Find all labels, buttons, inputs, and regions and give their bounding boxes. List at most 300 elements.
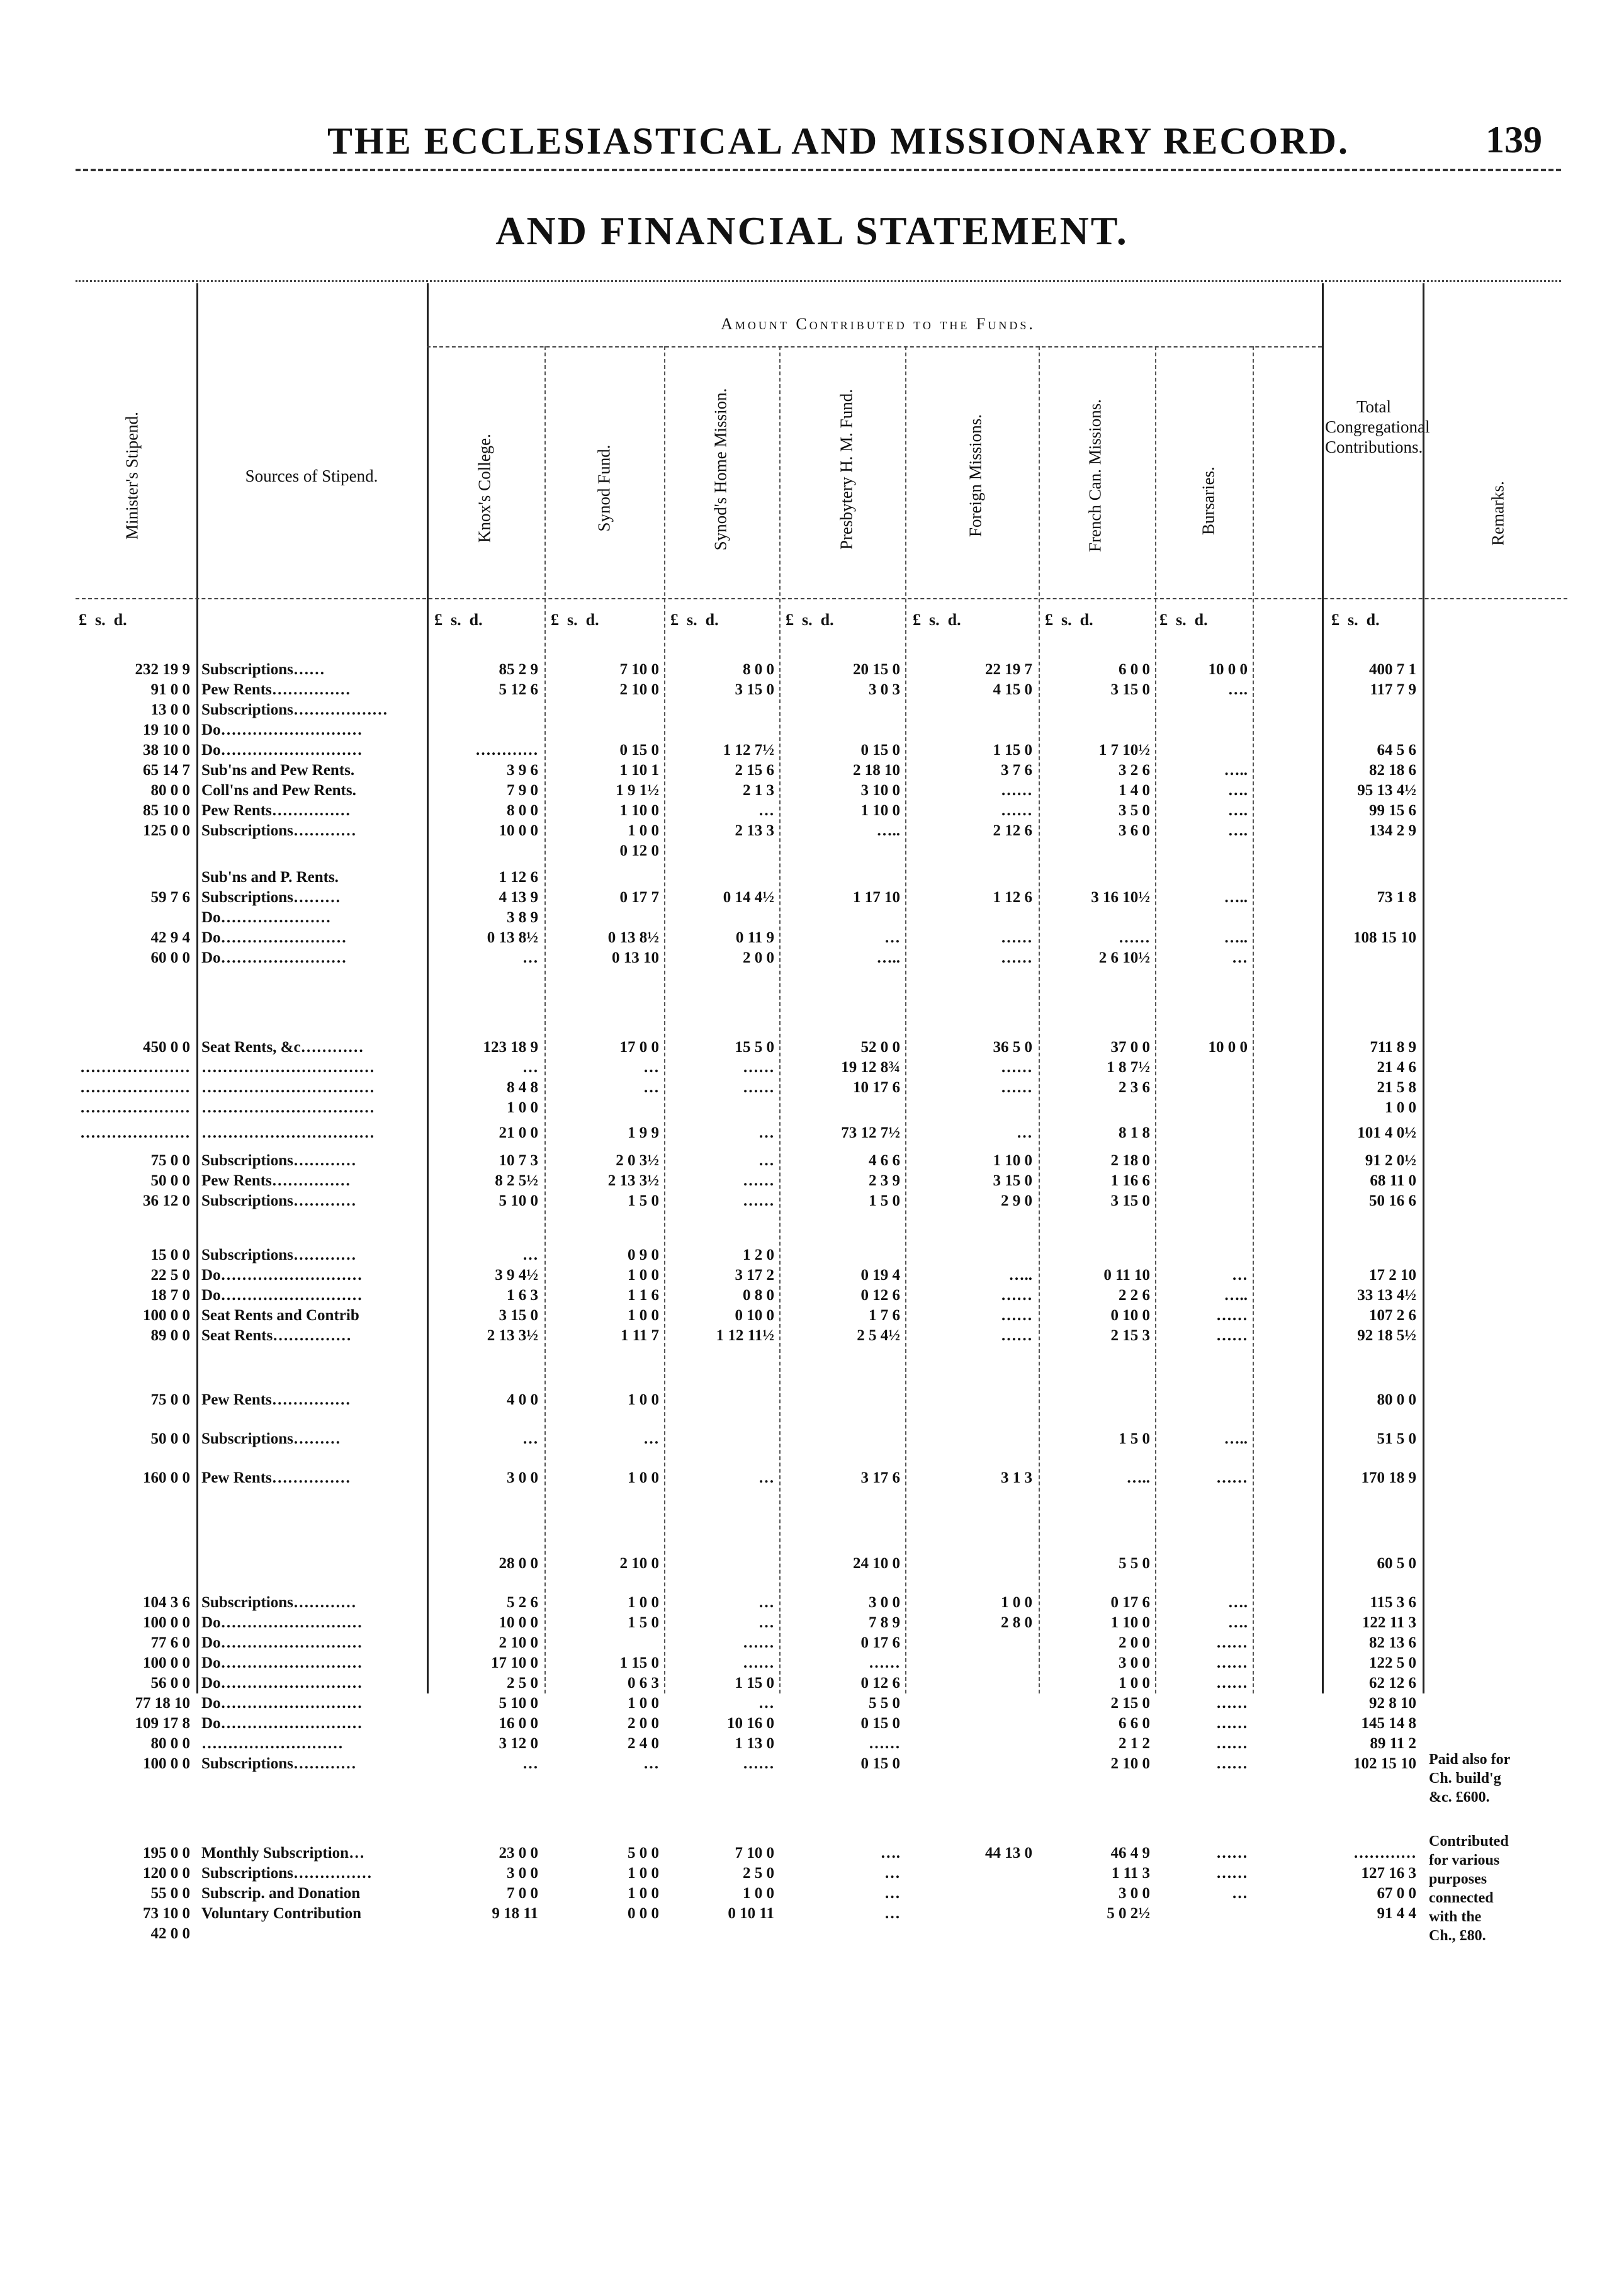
cell-src: Voluntary Contribution	[201, 1905, 361, 1922]
table-row	[76, 1675, 1567, 1693]
cell-for: ……	[1001, 1307, 1032, 1324]
cell-syn: 2 0 3½	[616, 1152, 659, 1169]
cell-fr: 2 2 6	[1119, 1287, 1150, 1304]
cell-fr: 1 8 7½	[1107, 1059, 1150, 1076]
cell-tot: 17 2 10	[1369, 1267, 1416, 1284]
cell-home: 3 17 2	[735, 1267, 774, 1284]
cell-stip: 19 10 0	[143, 721, 190, 738]
cell-stip: 232 19 9	[135, 661, 190, 678]
cell-bur: ……	[1216, 1735, 1248, 1752]
cell-pres: 1 10 0	[860, 802, 900, 819]
cell-pres: 4 6 6	[869, 1152, 900, 1169]
cell-knox: 10 0 0	[499, 822, 538, 839]
cell-syn: 1 0 0	[628, 1865, 659, 1882]
cell-for: 36 5 0	[993, 1039, 1032, 1056]
cell-pres: 3 0 3	[869, 681, 900, 698]
cell-src: Pew Rents……………	[201, 681, 351, 698]
cell-fr: 0 11 10	[1103, 1267, 1150, 1284]
cell-tot: 21 5 8	[1377, 1079, 1416, 1096]
running-title: THE ECCLESIASTICAL AND MISSIONARY RECORD.	[327, 120, 1350, 162]
table-row	[76, 1124, 1567, 1143]
cell-for: …	[1017, 1124, 1032, 1141]
cell-bur: ……	[1216, 1695, 1248, 1712]
cell-syn: 0 9 0	[628, 1246, 659, 1263]
cell-tot: 91 2 0½	[1365, 1152, 1416, 1169]
cell-src: Do………………………	[201, 1675, 363, 1692]
cell-syn: 2 10 0	[619, 681, 659, 698]
cell-src: Sub'ns and Pew Rents.	[201, 762, 355, 779]
cell-tot: 73 1 8	[1377, 889, 1416, 906]
cell-tot: 145 14 8	[1361, 1715, 1416, 1732]
units-stipend: £ s. d.	[79, 611, 127, 629]
cell-pres: 0 17 6	[860, 1634, 900, 1651]
cell-src: Do………………………	[201, 721, 363, 738]
cell-src: Do……………………	[201, 929, 347, 946]
table-row	[76, 929, 1567, 948]
table-row	[76, 1469, 1567, 1488]
cell-bur: 10 0 0	[1208, 661, 1248, 678]
header-rule	[76, 169, 1561, 171]
cell-stip: 42 0 0	[150, 1925, 190, 1942]
cell-pres: 73 12 7½	[841, 1124, 900, 1141]
cell-stip: 195 0 0	[143, 1845, 190, 1862]
cell-tot: 122 5 0	[1369, 1654, 1416, 1671]
col-head-home-mission: Synod's Home Mission.	[711, 388, 730, 551]
cell-for: 4 15 0	[993, 681, 1032, 698]
cell-tot: 33 13 4½	[1357, 1287, 1416, 1304]
cell-pres: 10 17 6	[853, 1079, 900, 1096]
cell-fr: 8 1 8	[1119, 1124, 1150, 1141]
cell-pres: …	[884, 1905, 900, 1922]
cell-fr: 3 2 6	[1119, 762, 1150, 779]
cell-fr: 37 0 0	[1110, 1039, 1150, 1056]
cell-knox: 3 9 4½	[495, 1267, 538, 1284]
cell-fr: 6 0 0	[1119, 661, 1150, 678]
cell-src: Do………………………	[201, 1614, 363, 1631]
cell-stip: 22 5 0	[150, 1267, 190, 1284]
cell-stip: 160 0 0	[143, 1469, 190, 1486]
cell-stip: 75 0 0	[150, 1391, 190, 1408]
cell-pres: 0 12 6	[860, 1287, 900, 1304]
cell-knox: 21 0 0	[499, 1124, 538, 1141]
cell-knox: 5 2 6	[507, 1594, 538, 1611]
cell-tot: 50 16 6	[1369, 1192, 1416, 1209]
cell-knox: 3 15 0	[499, 1307, 538, 1324]
cell-knox: 10 0 0	[499, 1614, 538, 1631]
cell-pres: 1 7 6	[869, 1307, 900, 1324]
cell-pres: ……	[869, 1654, 900, 1671]
cell-home: …	[758, 1469, 774, 1486]
cell-stip: 85 10 0	[143, 802, 190, 819]
cell-home: 15 5 0	[735, 1039, 774, 1056]
cell-pres: …	[884, 929, 900, 946]
cell-knox: …………	[475, 742, 538, 759]
cell-tot: 134 2 9	[1369, 822, 1416, 839]
table-row	[76, 1099, 1567, 1118]
cell-knox: 3 8 9	[507, 909, 538, 926]
cell-home: 10 16 0	[727, 1715, 774, 1732]
cell-home: ……	[743, 1634, 774, 1651]
cell-syn: 0 15 0	[619, 742, 659, 759]
cell-pres: 52 0 0	[860, 1039, 900, 1056]
cell-tot: 102 15 10	[1353, 1755, 1416, 1772]
cell-home: …	[758, 802, 774, 819]
cell-syn: 5 0 0	[628, 1845, 659, 1862]
cell-home: 2 1 3	[743, 782, 774, 799]
table-row	[76, 1287, 1567, 1306]
cell-home: 2 0 0	[743, 949, 774, 966]
table-row	[76, 721, 1567, 740]
cell-knox: 1 12 6	[499, 869, 538, 886]
cell-tot: 170 18 9	[1361, 1469, 1416, 1486]
cell-stip: 60 0 0	[150, 949, 190, 966]
cell-stip: 450 0 0	[143, 1039, 190, 1056]
cell-src: Subscriptions…………	[201, 822, 356, 839]
cell-knox: 5 10 0	[499, 1192, 538, 1209]
cell-tot: 60 5 0	[1377, 1555, 1416, 1572]
cell-home: 1 0 0	[743, 1885, 774, 1902]
cell-knox: 8 2 5½	[495, 1172, 538, 1189]
financial-table	[76, 283, 1567, 2109]
col-head-sources: Sources of Stipend.	[245, 466, 378, 485]
cell-src: Subscrip. and Donation	[201, 1885, 361, 1902]
cell-home: 1 13 0	[735, 1735, 774, 1752]
cell-pres: 0 15 0	[860, 1755, 900, 1772]
cell-src: Pew Rents……………	[201, 1391, 351, 1408]
cell-knox: 8 4 8	[507, 1079, 538, 1096]
table-row	[76, 1594, 1567, 1613]
cell-knox: 10 7 3	[499, 1152, 538, 1169]
cell-tot: 64 5 6	[1377, 742, 1416, 759]
cell-tot: 99 15 6	[1369, 802, 1416, 819]
cell-tot: 711 8 9	[1370, 1039, 1416, 1056]
table-row	[76, 661, 1567, 680]
cell-stip: 59 7 6	[150, 889, 190, 906]
cell-for: ……	[1001, 1327, 1032, 1344]
cell-syn: 2 13 3½	[607, 1172, 659, 1189]
table-row	[76, 1172, 1567, 1191]
cell-tot: 95 13 4½	[1357, 782, 1416, 799]
cell-bur: ……	[1216, 1675, 1248, 1692]
cell-src: ………………………	[201, 1735, 343, 1752]
cell-knox: 3 0 0	[507, 1469, 538, 1486]
table-row	[76, 1905, 1567, 1924]
cell-src: Do………………………	[201, 1654, 363, 1671]
cell-tot: 68 11 0	[1370, 1172, 1416, 1189]
cell-syn: 2 4 0	[628, 1735, 659, 1752]
cell-stip: …………………	[80, 1099, 190, 1116]
cell-knox: …	[522, 1246, 538, 1263]
cell-tot: 91 4 4	[1377, 1905, 1416, 1922]
cell-pres: 2 18 10	[853, 762, 900, 779]
cell-knox: …	[522, 1755, 538, 1772]
cell-fr: 1 10 0	[1110, 1614, 1150, 1631]
cell-for: 44 13 0	[985, 1845, 1032, 1862]
cell-src: ……………………………	[201, 1124, 375, 1141]
table-row	[76, 1695, 1567, 1714]
table-row	[76, 1039, 1567, 1058]
table-row	[76, 1267, 1567, 1286]
cell-for: ……	[1001, 929, 1032, 946]
cell-fr: 5 0 2½	[1107, 1905, 1150, 1922]
col-head-foreign: Foreign Missions.	[966, 414, 985, 538]
cell-fr: 3 0 0	[1119, 1885, 1150, 1902]
cell-tot: 92 8 10	[1369, 1695, 1416, 1712]
cell-home: 2 13 3	[735, 822, 774, 839]
cell-src: Do………………………	[201, 1287, 363, 1304]
cell-bur: ….	[1227, 1614, 1248, 1631]
cell-src: Seat Rents and Contrib	[201, 1307, 359, 1324]
cell-src: Subscriptions……………	[201, 1865, 372, 1882]
cell-bur: ……	[1216, 1755, 1248, 1772]
cell-stip: 91 0 0	[150, 681, 190, 698]
cell-src: Do………………………	[201, 1715, 363, 1732]
page-number: 139	[1486, 119, 1542, 161]
cell-stip: 109 17 8	[135, 1715, 190, 1732]
cell-knox: 3 0 0	[507, 1865, 538, 1882]
cell-src: Do……………………	[201, 949, 347, 966]
table-row	[76, 1865, 1567, 1884]
cell-tot: 21 4 6	[1377, 1059, 1416, 1076]
col-head-stipend: Minister's Stipend.	[122, 412, 142, 540]
cell-fr: 2 15 3	[1110, 1327, 1150, 1344]
cell-stip: 18 7 0	[150, 1287, 190, 1304]
cell-fr: 1 0 0	[1119, 1675, 1150, 1692]
cell-home: 8 0 0	[743, 661, 774, 678]
cell-pres: 24 10 0	[853, 1555, 900, 1572]
cell-bur: ……	[1216, 1634, 1248, 1651]
remark-note: Contributed for various purposes connected with the Ch., £80.	[1429, 1833, 1509, 1944]
cell-syn: 1 5 0	[628, 1614, 659, 1631]
cell-bur: ….	[1227, 802, 1248, 819]
cell-knox: 7 9 0	[507, 782, 538, 799]
running-head	[0, 107, 1624, 170]
cell-knox: 28 0 0	[499, 1555, 538, 1572]
cell-for: ……	[1001, 1079, 1032, 1096]
column-divider	[1039, 346, 1040, 1693]
cell-bur: 10 0 0	[1208, 1039, 1248, 1056]
cell-home: ……	[743, 1079, 774, 1096]
cell-stip: 42 9 4	[150, 929, 190, 946]
units-presbytery: £ s. d.	[786, 611, 834, 629]
cell-bur: …..	[1224, 929, 1248, 946]
cell-fr: 2 3 6	[1119, 1079, 1150, 1096]
cell-fr: 1 16 6	[1110, 1172, 1150, 1189]
cell-for: 1 12 6	[993, 889, 1032, 906]
cell-stip: 13 0 0	[150, 701, 190, 718]
cell-src: Subscriptions……	[201, 661, 325, 678]
cell-for: ……	[1001, 949, 1032, 966]
cell-syn: 7 10 0	[619, 661, 659, 678]
table-row	[76, 889, 1567, 908]
cell-bur: …..	[1224, 889, 1248, 906]
cell-bur: …..	[1224, 1430, 1248, 1447]
cell-pres: …..	[876, 822, 900, 839]
cell-for: 3 15 0	[993, 1172, 1032, 1189]
cell-fr: 2 18 0	[1110, 1152, 1150, 1169]
cell-tot: 82 18 6	[1369, 762, 1416, 779]
cell-tot: 51 5 0	[1377, 1430, 1416, 1447]
cell-for: ……	[1001, 1287, 1032, 1304]
cell-fr: 2 1 2	[1119, 1735, 1150, 1752]
cell-bur: ……	[1216, 1307, 1248, 1324]
table-row	[76, 1059, 1567, 1078]
table-row	[76, 1391, 1567, 1410]
cell-tot: 400 7 1	[1369, 661, 1416, 678]
cell-pres: 3 17 6	[860, 1469, 900, 1486]
cell-src: Pew Rents……………	[201, 1469, 351, 1486]
cell-syn: 1 11 7	[620, 1327, 659, 1344]
cell-stip: 56 0 0	[150, 1675, 190, 1692]
cell-stip: 77 18 10	[135, 1695, 190, 1712]
cell-fr: 3 16 10½	[1091, 889, 1150, 906]
cell-home: 1 15 0	[735, 1675, 774, 1692]
cell-knox: 4 0 0	[507, 1391, 538, 1408]
cell-src: Do………………………	[201, 742, 363, 759]
cell-stip: 120 0 0	[143, 1865, 190, 1882]
column-divider	[664, 346, 665, 1693]
cell-src: Monthly Subscription…	[201, 1845, 365, 1862]
cell-pres: 20 15 0	[853, 661, 900, 678]
cell-stip: 73 10 0	[143, 1905, 190, 1922]
cell-home: …	[758, 1152, 774, 1169]
cell-for: 1 15 0	[993, 742, 1032, 759]
cell-stip: 55 0 0	[150, 1885, 190, 1902]
cell-pres: 0 12 6	[860, 1675, 900, 1692]
cell-home: ……	[743, 1172, 774, 1189]
cell-syn: 1 10 1	[619, 762, 659, 779]
cell-tot: 82 13 6	[1369, 1634, 1416, 1651]
cell-home: ……	[743, 1654, 774, 1671]
table-row	[76, 762, 1567, 781]
table-row	[76, 1885, 1567, 1904]
cell-pres: 2 3 9	[869, 1172, 900, 1189]
cell-syn: 1 1 6	[628, 1287, 659, 1304]
cell-knox: 5 10 0	[499, 1695, 538, 1712]
cell-syn: 0 6 3	[628, 1675, 659, 1692]
cell-bur: ……	[1216, 1865, 1248, 1882]
cell-tot: 107 2 6	[1369, 1307, 1416, 1324]
cell-for: 1 0 0	[1001, 1594, 1032, 1611]
cell-syn: 1 0 0	[628, 1695, 659, 1712]
cell-pres: 0 19 4	[860, 1267, 900, 1284]
cell-knox: 85 2 9	[499, 661, 538, 678]
cell-bur: ….	[1227, 681, 1248, 698]
cell-home: …	[758, 1594, 774, 1611]
header-bottom-rule	[76, 598, 1567, 599]
cell-stip: 125 0 0	[143, 822, 190, 839]
cell-src: Subscriptions…………	[201, 1192, 356, 1209]
cell-home: …	[758, 1614, 774, 1631]
cell-src: Pew Rents……………	[201, 802, 351, 819]
cell-stip: 100 0 0	[143, 1614, 190, 1631]
cell-tot: 80 0 0	[1377, 1391, 1416, 1408]
cell-stip: …………………	[80, 1124, 190, 1141]
cell-tot: 122 11 3	[1362, 1614, 1416, 1631]
table-row	[76, 1614, 1567, 1633]
cell-home: 1 2 0	[743, 1246, 774, 1263]
cell-syn: 1 9 1½	[616, 782, 659, 799]
column-divider	[1253, 346, 1254, 1693]
cell-pres: 0 15 0	[860, 742, 900, 759]
cell-stip: 38 10 0	[143, 742, 190, 759]
cell-src: ……………………………	[201, 1059, 375, 1076]
cell-bur: …	[1232, 949, 1248, 966]
cell-stip: …………………	[80, 1079, 190, 1096]
cell-knox: 2 13 3½	[487, 1327, 538, 1344]
cell-home: 0 10 11	[728, 1905, 774, 1922]
table-row	[76, 1079, 1567, 1098]
table-row	[76, 742, 1567, 760]
col-head-knox: Knox's College.	[475, 434, 494, 543]
cell-syn: 1 9 9	[628, 1124, 659, 1141]
cell-src: Sub'ns and P. Rents.	[201, 869, 339, 886]
table-row	[76, 1845, 1567, 1863]
cell-knox: …	[522, 949, 538, 966]
cell-src: Subscriptions………	[201, 1430, 341, 1447]
cell-knox: 2 10 0	[499, 1634, 538, 1651]
cell-for: ……	[1001, 782, 1032, 799]
cell-pres: ……	[869, 1735, 900, 1752]
table-row	[76, 701, 1567, 720]
cell-stip: 77 6 0	[150, 1634, 190, 1651]
cell-fr: 1 11 3	[1111, 1865, 1150, 1882]
table-row	[76, 822, 1567, 841]
cell-knox: 5 12 6	[499, 681, 538, 698]
column-divider	[779, 346, 781, 1693]
cell-knox: 1 0 0	[507, 1099, 538, 1116]
table-row	[76, 1192, 1567, 1211]
cell-home: …	[758, 1695, 774, 1712]
cell-syn: 2 0 0	[628, 1715, 659, 1732]
cell-tot: 67 0 0	[1377, 1885, 1416, 1902]
remark-note: Paid also for Ch. build'g &c. £600.	[1429, 1751, 1511, 1806]
cell-pres: …..	[876, 949, 900, 966]
cell-syn: 0 13 10	[612, 949, 659, 966]
cell-knox: …	[522, 1430, 538, 1447]
cell-syn: …	[643, 1430, 659, 1447]
column-divider	[1155, 346, 1156, 1693]
cell-knox: 4 13 9	[499, 889, 538, 906]
cell-pres: 19 12 8¾	[841, 1059, 900, 1076]
cell-bur: ……	[1216, 1654, 1248, 1671]
cell-bur: ……	[1216, 1845, 1248, 1862]
table-row	[76, 869, 1567, 888]
cell-fr: ……	[1119, 929, 1150, 946]
cell-syn: 1 5 0	[628, 1192, 659, 1209]
cell-knox: 8 0 0	[507, 802, 538, 819]
cell-for: 2 8 0	[1001, 1614, 1032, 1631]
cell-syn: 1 0 0	[628, 1885, 659, 1902]
cell-bur: ……	[1216, 1715, 1248, 1732]
cell-knox: 16 0 0	[499, 1715, 538, 1732]
cell-stip: 89 0 0	[150, 1327, 190, 1344]
cell-home: ……	[743, 1192, 774, 1209]
cell-knox: 9 18 11	[492, 1905, 538, 1922]
table-row	[76, 949, 1567, 968]
cell-src: Do………………………	[201, 1695, 363, 1712]
cell-src: Coll'ns and Pew Rents.	[201, 782, 356, 799]
cell-for: 2 12 6	[993, 822, 1032, 839]
cell-knox: 123 18 9	[483, 1039, 538, 1056]
group-rule	[427, 346, 1322, 348]
cell-pres: 3 0 0	[869, 1594, 900, 1611]
units-total: £ s. d.	[1331, 611, 1380, 629]
table-row	[76, 782, 1567, 801]
col-head-remarks: Remarks.	[1488, 481, 1508, 546]
cell-syn: …	[643, 1059, 659, 1076]
cell-fr: 2 10 0	[1110, 1755, 1150, 1772]
